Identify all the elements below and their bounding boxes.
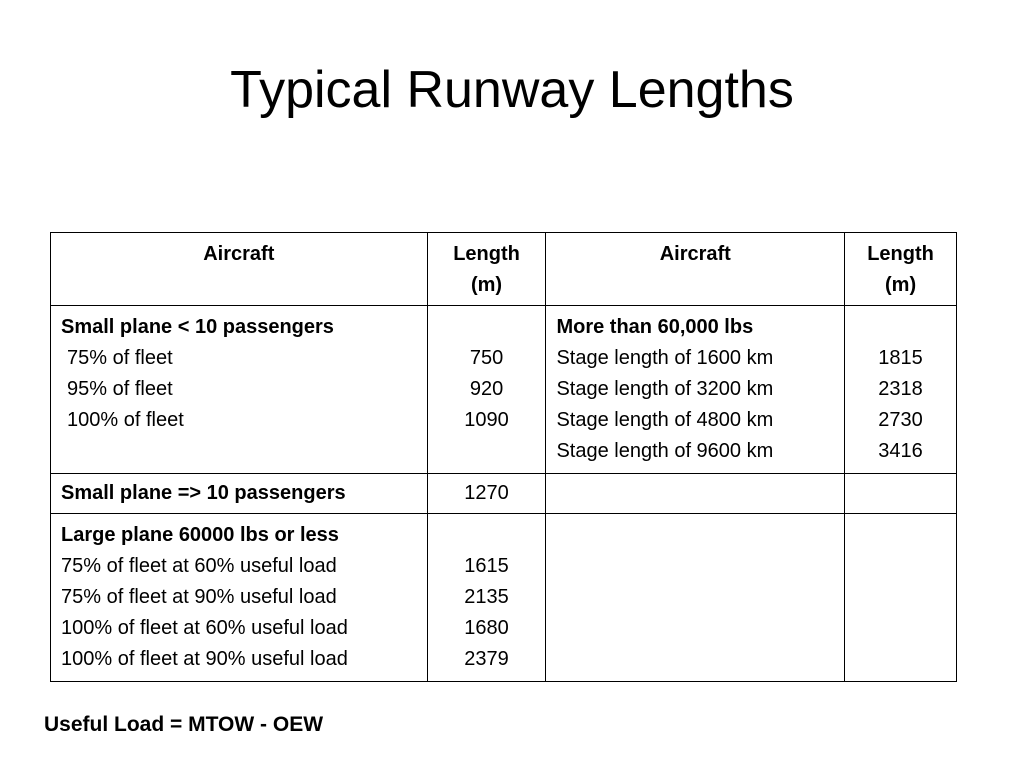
length-value: 2318 [878, 378, 923, 400]
table-row [51, 306, 957, 474]
list-item: 100% of fleet at 90% useful load [61, 648, 348, 670]
header-aircraft-left: Aircraft [51, 233, 428, 306]
row3-left-length-cell [427, 514, 546, 682]
footnote: Useful Load = MTOW - OEW [44, 713, 324, 736]
length-value: 2379 [464, 648, 509, 670]
length-value: 1615 [464, 555, 509, 577]
header-aircraft-right: Aircraft [546, 233, 845, 306]
table-row [51, 514, 957, 682]
table-row [51, 474, 957, 514]
row1-right-aircraft-cell [546, 306, 845, 474]
length-value: 2730 [878, 409, 923, 431]
length-value: 1090 [464, 409, 509, 431]
row-heading: Small plane => 10 passengers [61, 482, 346, 504]
row-heading: Large plane 60000 lbs or less [61, 524, 339, 546]
header-length-left: Length (m) [427, 233, 546, 306]
row2-left-length-cell [427, 474, 546, 514]
row-heading: More than 60,000 lbs [556, 316, 754, 338]
list-item: Stage length of 4800 km [556, 409, 774, 431]
table-header-row [51, 233, 957, 306]
row3-right-length-cell [845, 514, 957, 682]
row-heading: Small plane < 10 passengers [61, 316, 334, 338]
header-length-right: Length (m) [845, 233, 957, 306]
row1-left-length-cell [427, 306, 546, 474]
length-value: 1270 [464, 482, 509, 504]
row2-right-length-cell [845, 474, 957, 514]
row1-left-aircraft-cell [51, 306, 428, 474]
row1-right-length-cell [845, 306, 957, 474]
row3-right-aircraft-cell [546, 514, 845, 682]
list-item: 75% of fleet at 60% useful load [61, 555, 337, 577]
row3-left-aircraft-cell [51, 514, 428, 682]
row2-right-aircraft-cell [546, 474, 845, 514]
length-value: 1680 [464, 617, 509, 639]
length-value: 2135 [464, 586, 509, 608]
list-item: Stage length of 9600 km [556, 440, 774, 462]
length-value: 750 [469, 347, 504, 369]
list-item: 100% of fleet [67, 409, 184, 431]
list-item: 75% of fleet [67, 347, 173, 369]
list-item: Stage length of 3200 km [556, 378, 774, 400]
length-value: 920 [469, 378, 504, 400]
page-title: Typical Runway Lengths [230, 61, 794, 119]
length-value: 1815 [878, 347, 923, 369]
runway-length-table [50, 232, 957, 682]
list-item: 75% of fleet at 90% useful load [61, 586, 337, 608]
list-item: 95% of fleet [67, 378, 173, 400]
row2-left-aircraft-cell [51, 474, 428, 514]
list-item: 100% of fleet at 60% useful load [61, 617, 348, 639]
length-value: 3416 [878, 440, 923, 462]
list-item: Stage length of 1600 km [556, 347, 774, 369]
